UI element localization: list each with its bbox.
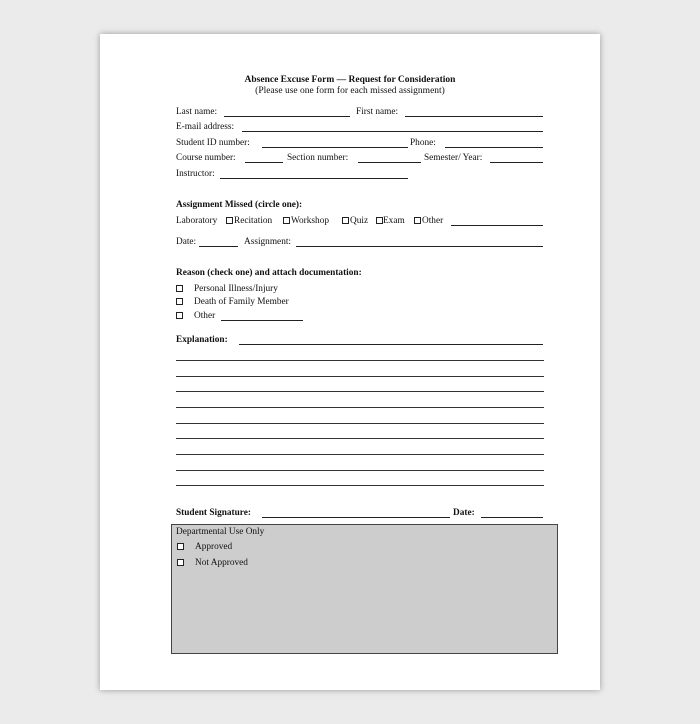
departmental-use-box	[171, 524, 558, 654]
last-name-field[interactable]	[224, 116, 350, 117]
workshop-checkbox[interactable]	[283, 217, 290, 224]
other-assignment-field[interactable]	[451, 225, 543, 226]
option-exam[interactable]: Exam	[383, 216, 405, 226]
instructor-label: Instructor:	[176, 169, 215, 179]
explanation-line[interactable]	[176, 438, 544, 439]
assignment-label: Assignment:	[244, 237, 292, 247]
explanation-line[interactable]	[176, 454, 544, 455]
signature-field[interactable]	[262, 517, 450, 518]
date-field[interactable]	[199, 246, 238, 247]
form-title: Absence Excuse Form — Request for Consideration	[244, 75, 456, 85]
option-laboratory[interactable]: Laboratory	[176, 216, 218, 226]
explanation-label: Explanation:	[176, 335, 228, 345]
approved-checkbox[interactable]	[177, 543, 184, 550]
assignment-missed-heading: Assignment Missed (circle one):	[176, 200, 303, 210]
instructor-field[interactable]	[220, 178, 408, 179]
course-number-label: Course number:	[176, 153, 236, 163]
last-name-label: Last name:	[176, 107, 218, 117]
explanation-line[interactable]	[176, 470, 544, 471]
form-page	[100, 34, 600, 690]
exam-checkbox[interactable]	[376, 217, 383, 224]
reason-illness-label: Personal Illness/Injury	[194, 284, 278, 294]
student-id-label: Student ID number:	[176, 138, 250, 148]
explanation-line[interactable]	[176, 376, 544, 377]
assignment-field[interactable]	[296, 246, 543, 247]
not-approved-label: Not Approved	[195, 558, 248, 568]
option-other[interactable]: Other	[422, 216, 444, 226]
email-label: E-mail address:	[176, 122, 235, 132]
semester-year-field[interactable]	[490, 162, 543, 163]
phone-field[interactable]	[445, 147, 543, 148]
explanation-line[interactable]	[176, 407, 544, 408]
first-name-label: First name:	[356, 107, 399, 117]
explanation-line[interactable]	[176, 423, 544, 424]
first-name-field[interactable]	[405, 116, 543, 117]
illness-checkbox[interactable]	[176, 285, 183, 292]
departmental-heading: Departmental Use Only	[176, 527, 265, 537]
reason-heading: Reason (check one) and attach documentation:	[176, 268, 362, 278]
option-workshop[interactable]: Workshop	[291, 216, 329, 226]
approved-label: Approved	[195, 542, 233, 552]
date-label: Date:	[176, 237, 197, 247]
phone-label: Phone:	[410, 138, 436, 148]
section-number-label: Section number:	[287, 153, 349, 163]
signature-date-field[interactable]	[481, 517, 543, 518]
explanation-first-line[interactable]	[239, 344, 543, 345]
email-field[interactable]	[242, 131, 543, 132]
not-approved-checkbox[interactable]	[177, 559, 184, 566]
form-subtitle: (Please use one form for each missed assignment)	[255, 86, 445, 96]
section-number-field[interactable]	[358, 162, 421, 163]
explanation-line[interactable]	[176, 360, 544, 361]
student-id-field[interactable]	[262, 147, 408, 148]
option-quiz[interactable]: Quiz	[350, 216, 369, 226]
recitation-checkbox[interactable]	[226, 217, 233, 224]
explanation-line[interactable]	[176, 391, 544, 392]
reason-death-label: Death of Family Member	[194, 297, 289, 307]
semester-year-label: Semester/ Year:	[424, 153, 483, 163]
reason-other-field[interactable]	[221, 320, 303, 321]
other-checkbox[interactable]	[414, 217, 421, 224]
signature-date-label: Date:	[453, 508, 475, 518]
option-recitation[interactable]: Recitation	[234, 216, 273, 226]
reason-other-checkbox[interactable]	[176, 312, 183, 319]
death-checkbox[interactable]	[176, 298, 183, 305]
course-number-field[interactable]	[245, 162, 283, 163]
quiz-checkbox[interactable]	[342, 217, 349, 224]
explanation-line[interactable]	[176, 485, 544, 486]
reason-other-label: Other	[194, 311, 216, 321]
signature-label: Student Signature:	[176, 508, 251, 518]
